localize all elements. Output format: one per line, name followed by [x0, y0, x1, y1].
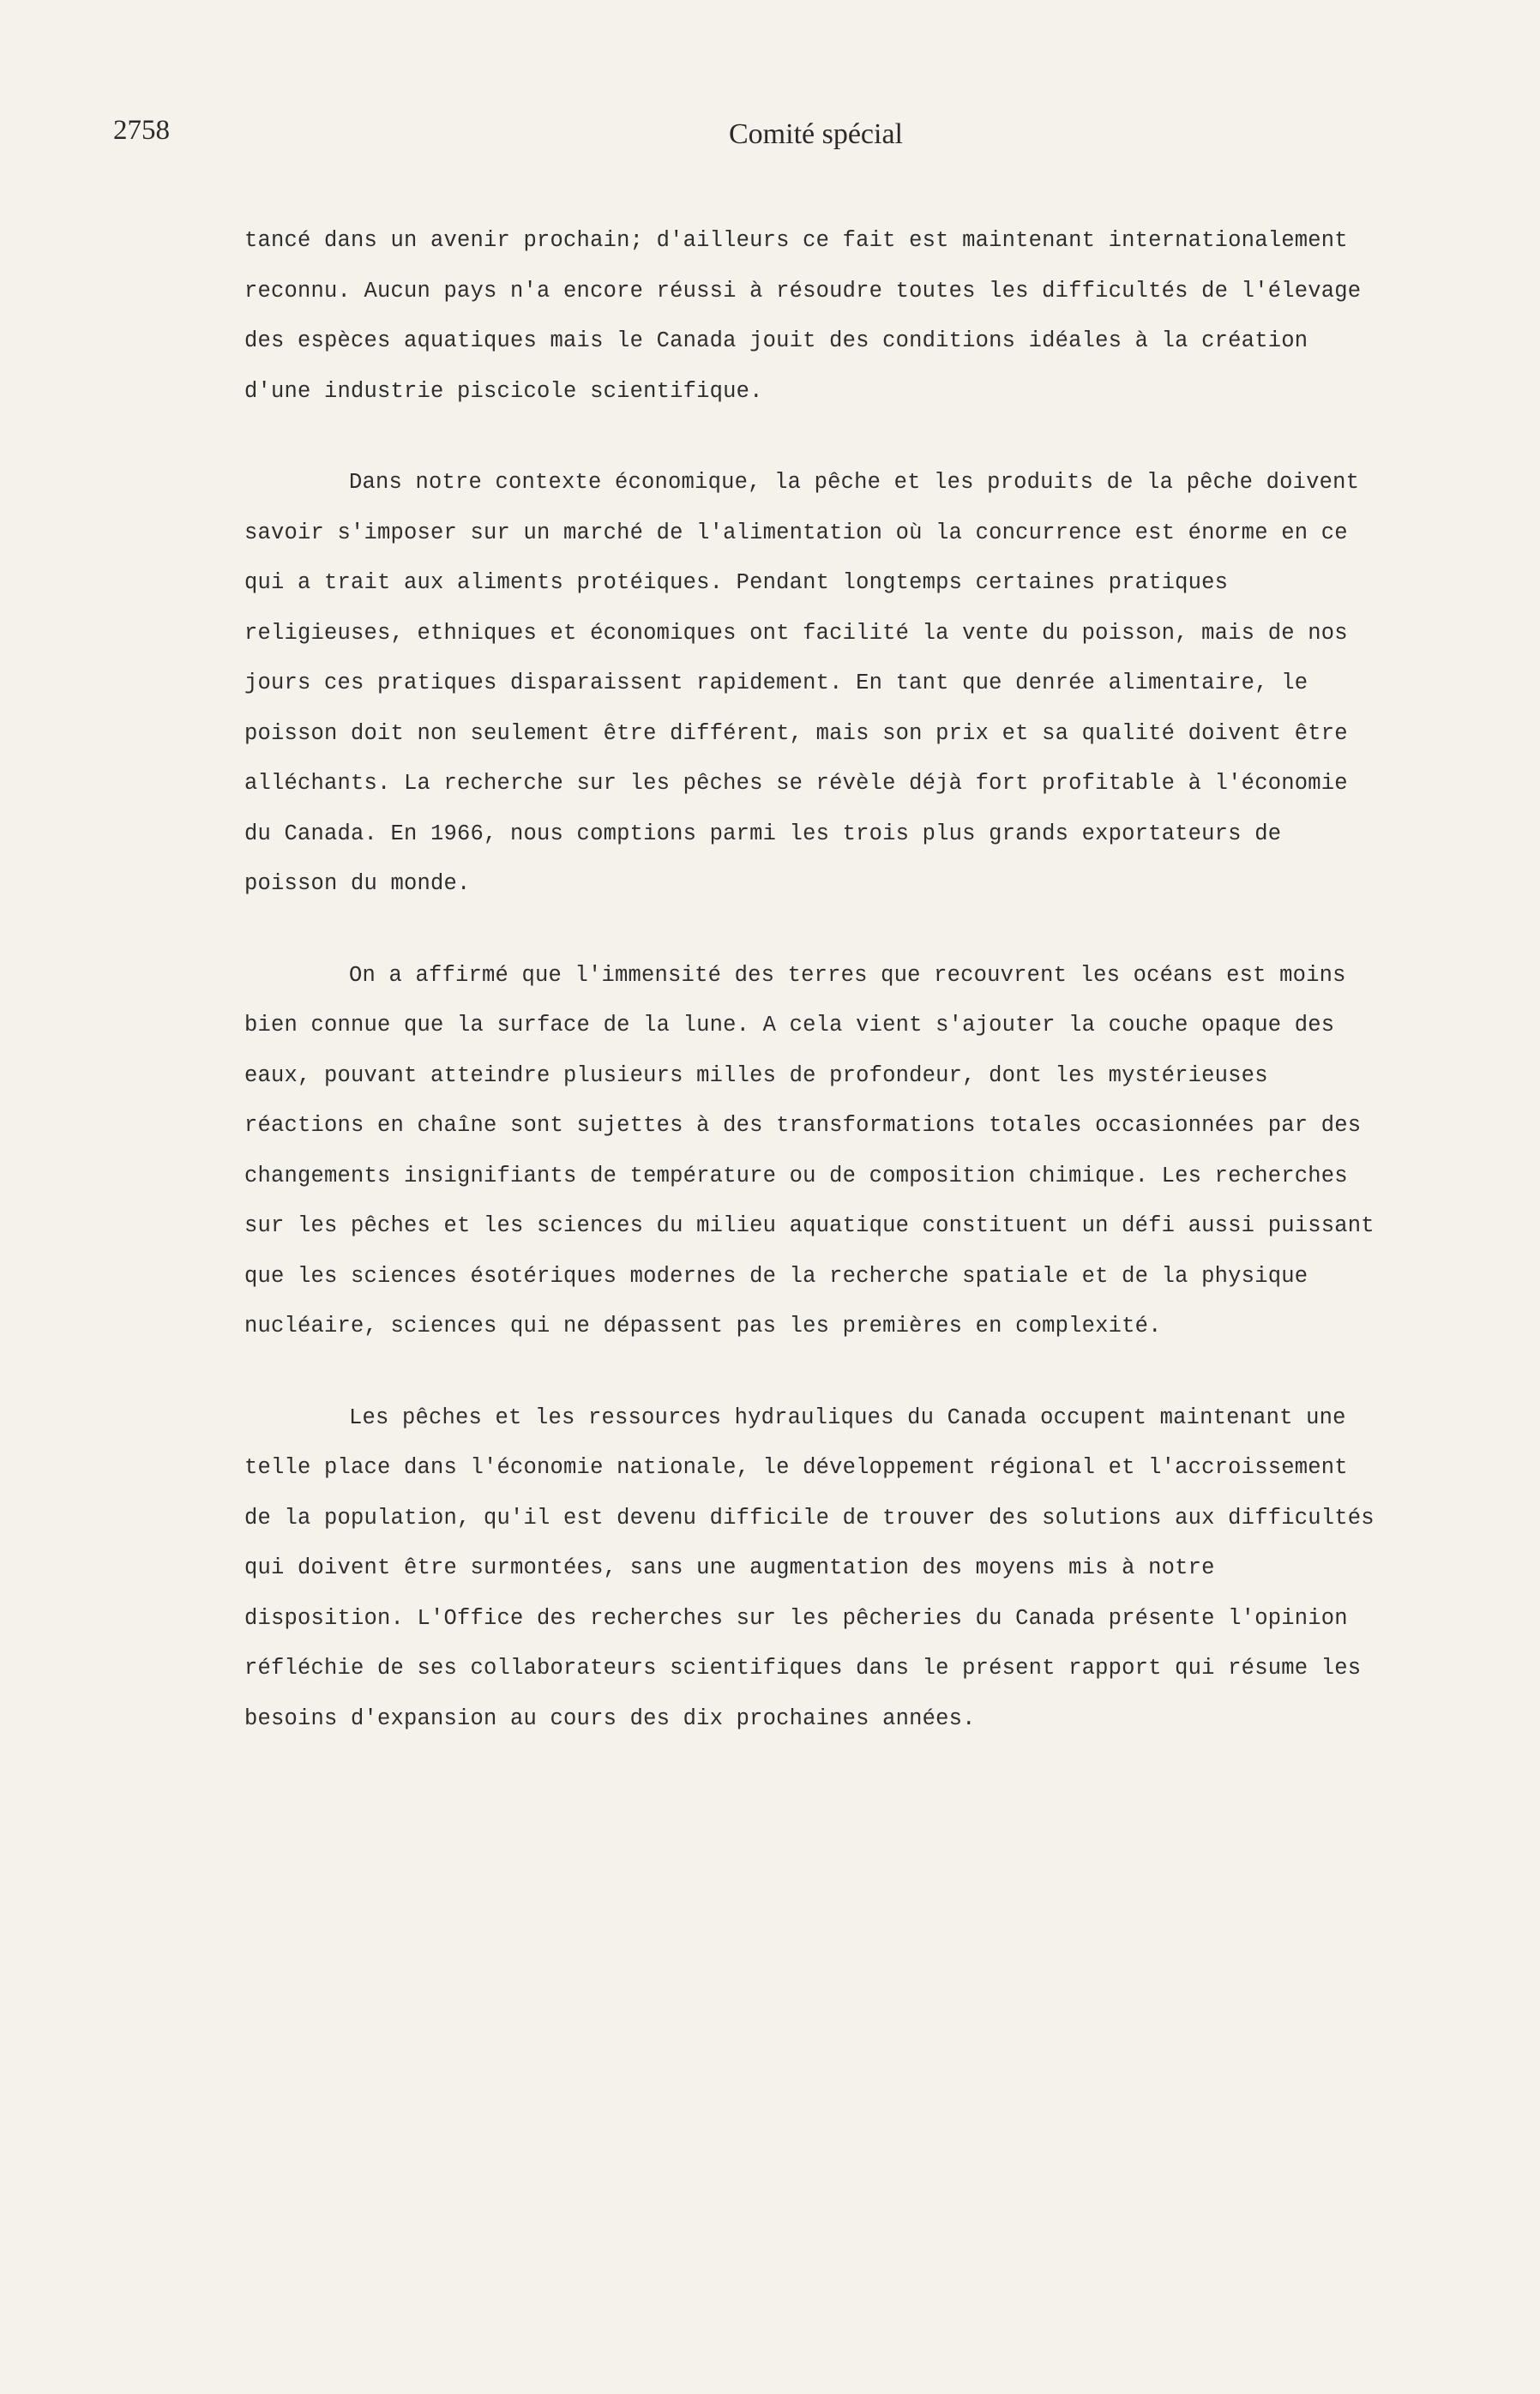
paragraph-1: tancé dans un avenir prochain; d'ailleurs ce fait est maintenant internationalement reconnu. Aucun pays n'a encore réussi à résoudre toutes les difficultés de l'élevage des espèces aquatiques mais le Canada jouit des conditions idéales à la création d'une industrie piscicole scientifique. [244, 228, 1362, 404]
page-number: 2758 [113, 115, 170, 146]
paragraph-2: Dans notre contexte économique, la pêche et les produits de la pêche doivent savoir s'imposer sur un marché de l'alimentation où la concurrence est énorme en ce qui a trait aux aliments protéiques. Pendant longtemps certaines pratiques religieuses, ethniques et économiques ont facilité la vente du poisson, mais de nos jours ces pratiques disparaissent rapidement. En tant que denrée alimentaire, le poisson doit non seulement être différent, mais son prix et sa qualité doivent être alléchants. La recherche sur les pêches se révèle déjà fort profitable à l'économie du Canada. En 1966, nous comptions parmi les trois plus grands exportateurs de poisson du monde. [244, 470, 1360, 896]
body-text [244, 216, 1381, 1785]
paragraph-4: Les pêches et les ressources hydrauliques du Canada occupent maintenant une telle place dans l'économie nationale, le développement régional et l'accroissement de la population, qu'il est devenu difficile de trouver des solutions aux difficultés qui doivent être surmontées, sans une augmentation des moyens mis à notre disposition. L'Office des recherches sur les pêcheries du Canada présente l'opinion réfléchie de ses collaborateurs scientifiques dans le présent rapport qui résume les besoins d'expansion au cours des dix prochaines années. [244, 1405, 1375, 1731]
page-header [113, 110, 1451, 161]
paragraph-3: On a affirmé que l'immensité des terres que recouvrent les océans est moins bien connue que la surface de la lune. A cela vient s'ajouter la couche opaque des eaux, pouvant atteindre plusieurs milles de profondeur, dont les mystérieuses réactions en chaîne sont sujettes à des transformations totales occasionnées par des changements insignifiants de température ou de composition chimique. Les recherches sur les pêches et les sciences du milieu aquatique constituent un défi aussi puissant que les sciences ésotériques modernes de la recherche spatiale et de la physique nucléaire, sciences qui ne dépassent pas les premières en complexité. [244, 962, 1375, 1338]
running-title: Comité spécial [729, 118, 904, 150]
